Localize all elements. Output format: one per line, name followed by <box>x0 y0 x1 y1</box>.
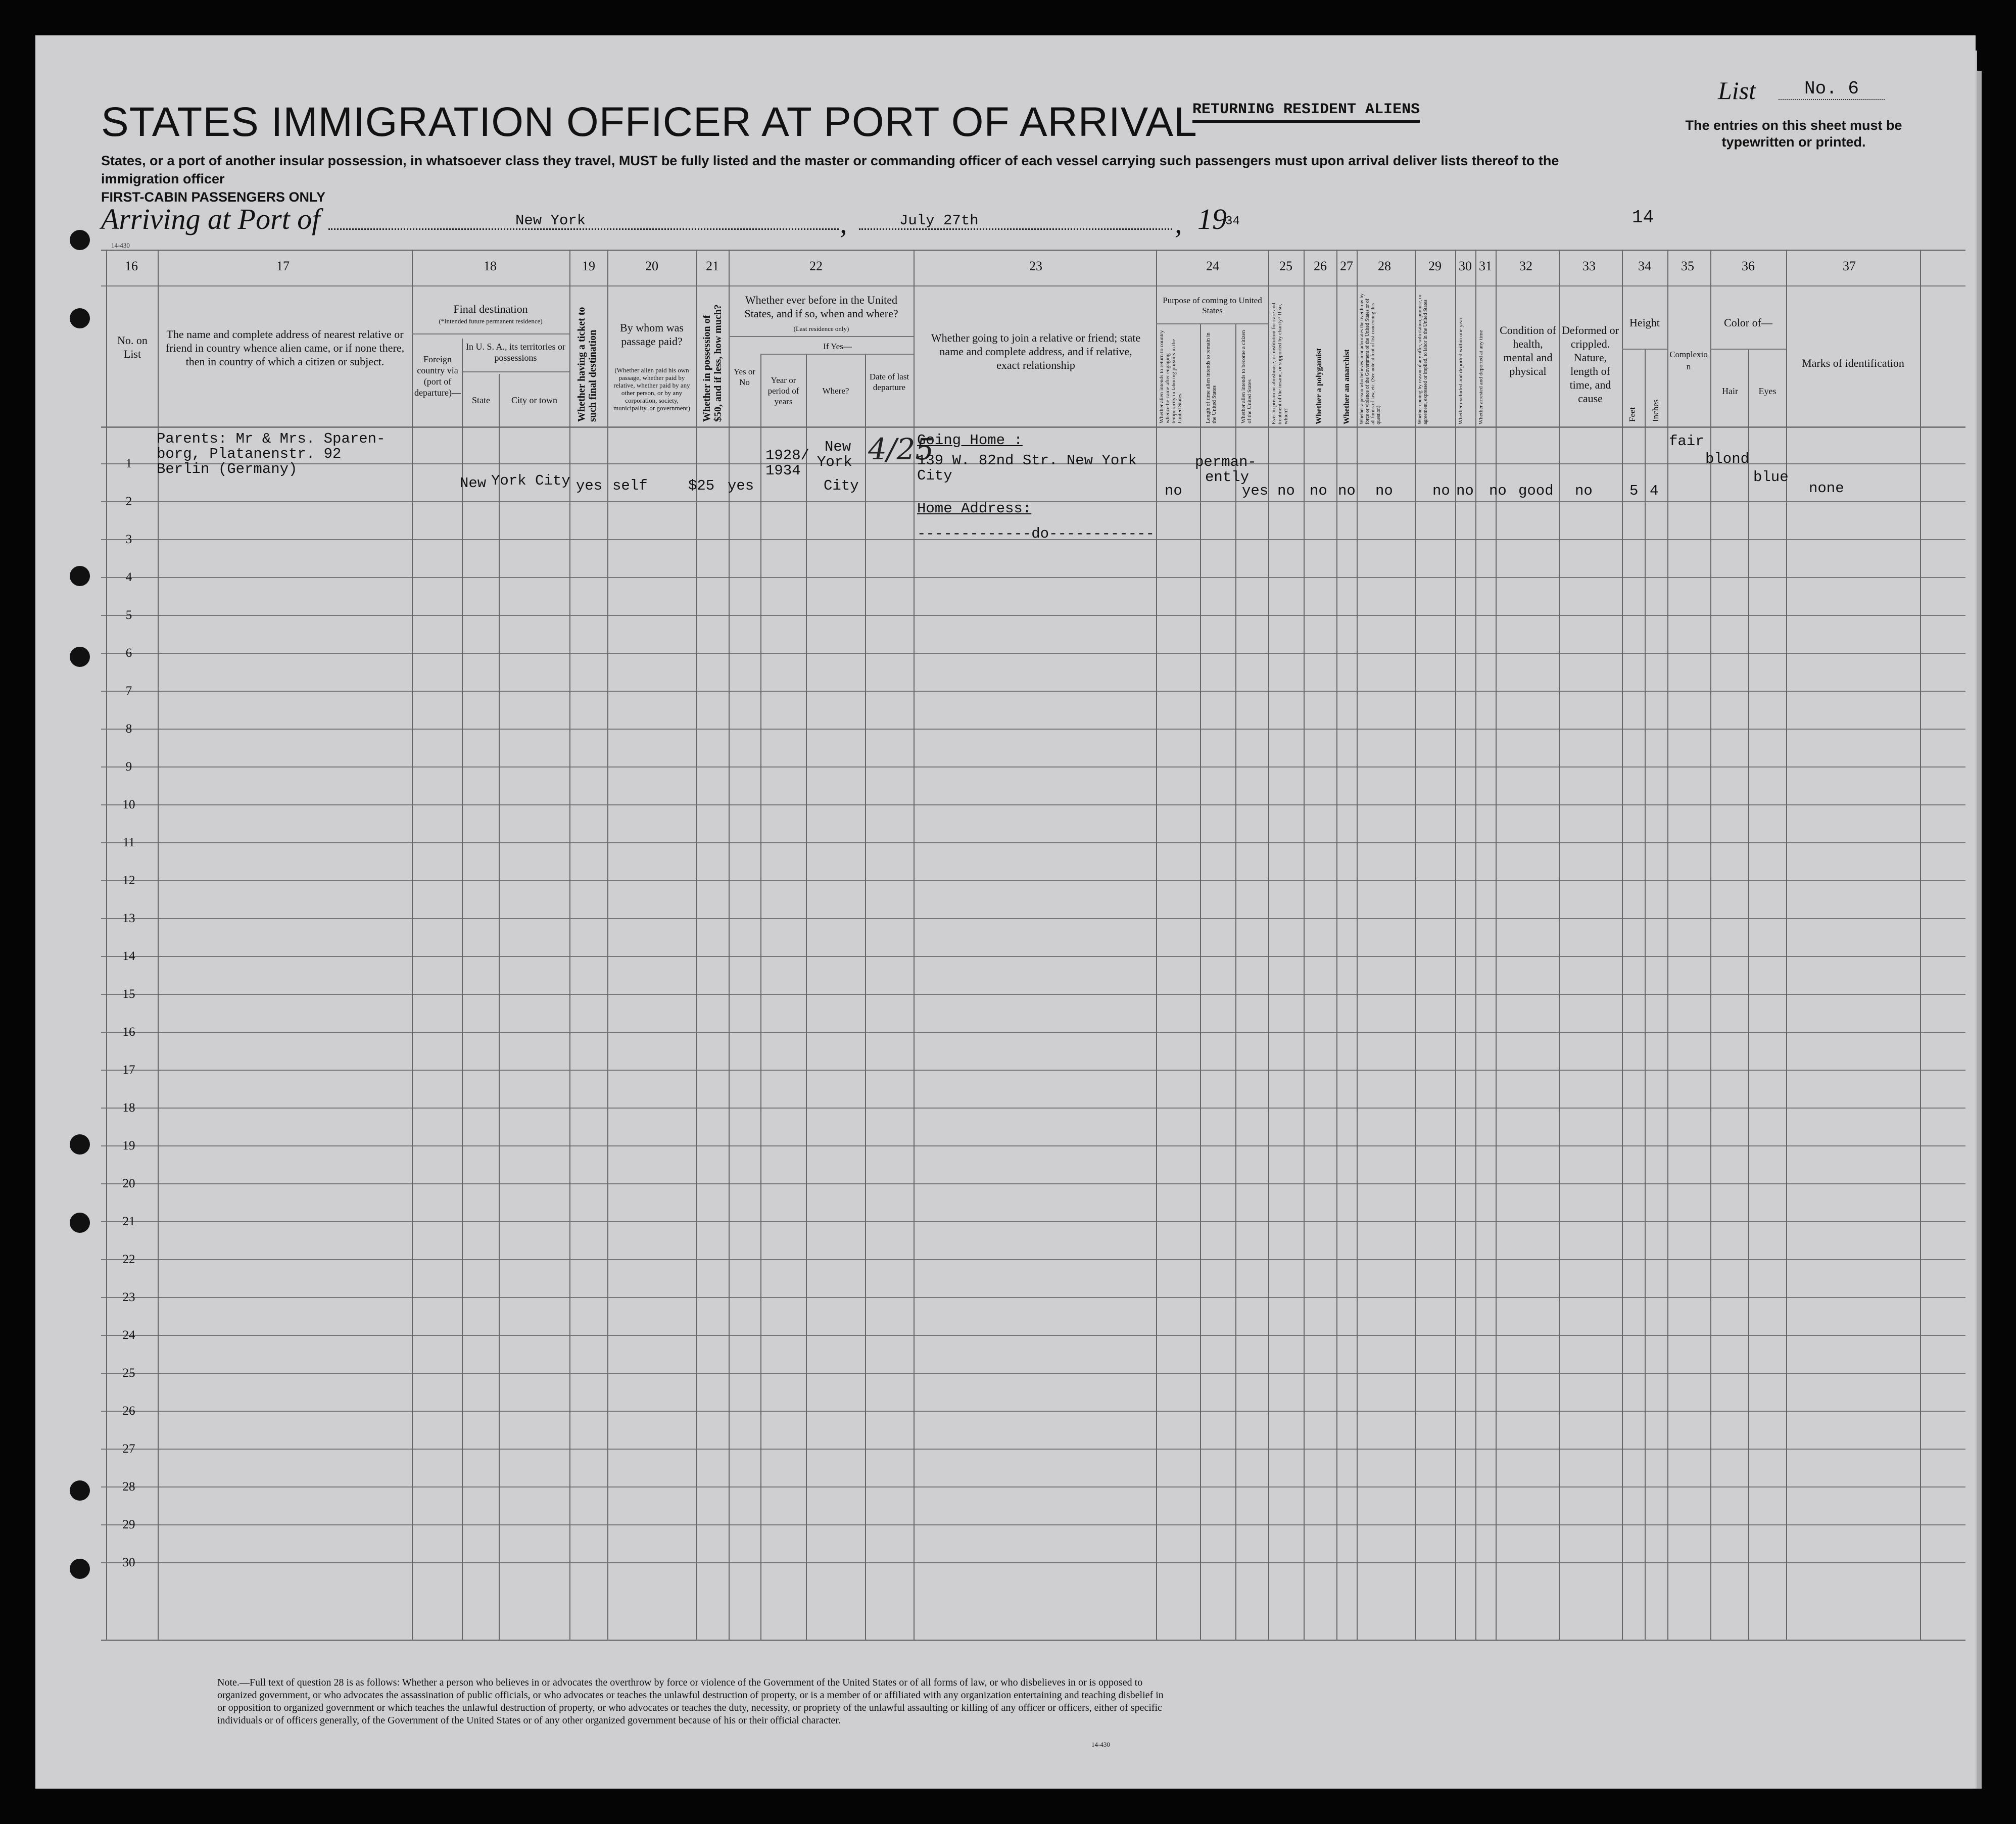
col-num-18: 18 <box>484 259 497 273</box>
table-row-line <box>101 956 1965 957</box>
hdr-length-of-stay: Length of time alien intends to remain in the United States <box>1205 332 1217 423</box>
table-row-line <box>101 1032 1965 1033</box>
column-divider <box>1786 250 1787 1640</box>
row-number: 8 <box>125 722 132 736</box>
deported-value: no <box>1489 483 1507 499</box>
col-num-29: 29 <box>1428 259 1442 273</box>
comma-2: , <box>1175 207 1182 239</box>
hdr-feet: Feet <box>1627 407 1637 422</box>
header-subline <box>729 336 914 337</box>
column-divider <box>106 250 107 1640</box>
subcolumn-divider <box>462 339 463 1640</box>
hdr-color-of: Color of— <box>1724 316 1772 329</box>
before-in-us-value: yes <box>728 477 754 494</box>
column-divider <box>1920 250 1921 1640</box>
hdr-last-departure: Date of last departure <box>869 372 909 392</box>
feet-value: 5 <box>1629 483 1639 499</box>
row-number: 6 <box>125 646 132 660</box>
eyes-value: blue <box>1753 469 1789 486</box>
deformed-value: no <box>1575 483 1593 499</box>
where-line-1: New <box>825 439 851 455</box>
hdr-where: Where? <box>822 386 849 396</box>
column-divider <box>1156 250 1157 1640</box>
header-subline <box>1622 349 1667 350</box>
list-label: List <box>1718 76 1756 105</box>
instruction-line-2: FIRST-CABIN PASSENGERS ONLY <box>101 189 326 205</box>
footnote-question-28: Note.—Full text of question 28 is as follows: Whether a person who believes in or advocates the overthrow by force or violence of the Government of the United States or of all forms of law, or who disbelieves in or is opposed to organized government, or who advocates the assassination of public officials, or who advocates or teaches the unlawful destruction of property, or is a member of or affiliated with any organization entertaining and teaching disbelief in or opposition to organized government or which teaches the unlawful destruction of property, or who advocates or teaches the duty, necessity, or propriety of the unlawful assaulting or killing of any officer or officers, either of specific individuals or of officers generally, of the Government of the United States or of any other organized government because of his or their official character. <box>217 1677 1164 1726</box>
row-number: 10 <box>122 798 135 811</box>
relative-line-2: borg, Platanenstr. 92 <box>157 446 342 462</box>
col-num-27: 27 <box>1340 259 1353 273</box>
col-num-37: 37 <box>1843 259 1856 273</box>
column-divider <box>1475 250 1476 1640</box>
anarchist-value: no <box>1338 483 1356 499</box>
table-row-line <box>101 501 1965 502</box>
hdr-deformed: Deformed or crippled. Nature, length of time, and cause <box>1561 324 1619 405</box>
arriving-label: Arriving at Port of <box>101 203 320 235</box>
where-line-2: York <box>817 454 852 470</box>
relative-line-3: Berlin (Germany) <box>157 461 298 477</box>
column-divider <box>412 250 413 1640</box>
column-divider <box>1667 250 1668 1640</box>
table-row-line <box>101 653 1965 654</box>
hdr-passage-paid-sub: (Whether alien paid his own passage, whether paid by relative, whether paid by any other person, or by any corporation, society, municipality, or government) <box>613 366 690 412</box>
row-number: 30 <box>122 1556 135 1569</box>
table-row-line <box>101 1486 1965 1487</box>
hdr-polygamist: Whether a polygamist <box>1315 348 1323 424</box>
table-row-line <box>101 1524 1965 1525</box>
binder-hole <box>70 647 90 667</box>
row-number: 28 <box>122 1480 135 1494</box>
hdr-hair: Hair <box>1722 386 1738 396</box>
col-num-33: 33 <box>1582 259 1596 273</box>
col-num-34: 34 <box>1638 259 1651 273</box>
row-number: 24 <box>122 1328 135 1342</box>
hdr-excluded: Whether excluded and deported within one year <box>1458 317 1464 424</box>
col-num-24: 24 <box>1206 259 1219 273</box>
col-num-28: 28 <box>1378 259 1391 273</box>
hdr-health: Condition of health, mental and physical <box>1500 324 1556 377</box>
prison-value: no <box>1277 483 1295 499</box>
hdr-yes-or-no: Yes or No <box>733 367 756 387</box>
table-row-line <box>101 994 1965 995</box>
col-num-35: 35 <box>1681 259 1694 273</box>
paid-by-value: self <box>612 477 648 494</box>
length-line-1: perman- <box>1195 454 1257 470</box>
manifest-sheet <box>35 35 1976 1789</box>
hdr-deported: Whether arrested and deported at any time <box>1478 330 1484 424</box>
row-number: 15 <box>122 987 135 1001</box>
hdr-foreign-country: Foreign country via (port of departure)— <box>414 354 461 398</box>
column-divider <box>569 250 570 1640</box>
row-number: 14 <box>122 949 135 963</box>
subcolumn-divider <box>1200 323 1201 1640</box>
col-num-25: 25 <box>1279 259 1292 273</box>
hdr-final-destination-sub: (*Intended future permanent residence) <box>439 317 543 325</box>
hair-value: blond <box>1705 451 1750 467</box>
comma-1: , <box>840 207 847 239</box>
column-divider <box>696 250 697 1640</box>
subcolumn-divider <box>760 354 761 1640</box>
year-prefix: 19 <box>1197 203 1227 235</box>
row-number: 20 <box>122 1177 135 1190</box>
returning-aliens-stamp: RETURNING RESIDENT ALIENS <box>1192 101 1420 123</box>
row-number: 17 <box>122 1063 135 1077</box>
table-row-line <box>101 1297 1965 1298</box>
money-value: $25 <box>688 477 715 494</box>
row-number: 16 <box>122 1025 135 1039</box>
last-departure-value: 4/25 <box>868 432 934 466</box>
column-divider <box>1357 250 1358 1640</box>
header-subline <box>760 354 914 355</box>
hdr-nearest-relative: The name and complete address of nearest relative or friend in country whence alien came, or if none there, then in country of which a citizen or subject. <box>165 328 405 368</box>
row-number: 18 <box>122 1101 135 1115</box>
join-line-2: 139 W. 82nd Str. New York <box>917 452 1137 469</box>
hdr-join-relative: Whether going to join a relative or friend; state name and complete address, and if relative, exact relationship <box>931 331 1141 371</box>
table-row-line <box>101 691 1965 692</box>
row-number: 12 <box>122 874 135 887</box>
column-divider <box>1336 250 1337 1640</box>
binder-hole <box>70 1559 90 1579</box>
col-num-30: 30 <box>1459 259 1472 273</box>
table-row-line <box>101 1070 1965 1071</box>
row-number: 3 <box>125 533 132 546</box>
row-number: 5 <box>125 608 132 622</box>
sheet-number: 14 <box>1632 207 1654 228</box>
col-num-32: 32 <box>1519 259 1532 273</box>
table-row-line <box>101 1449 1965 1450</box>
column-divider <box>1559 250 1560 1640</box>
table-row-line <box>101 918 1965 919</box>
join-line-3: City <box>917 467 952 484</box>
hdr-complexion: Complexion <box>1669 350 1708 371</box>
subcolumn-divider <box>499 374 500 1640</box>
hdr-become-citizen: Whether alien intends to become a citizen of the United States <box>1240 330 1253 423</box>
col-num-21: 21 <box>706 259 719 273</box>
health-value: good <box>1518 483 1554 499</box>
column-divider <box>1304 250 1305 1640</box>
binder-hole <box>70 566 90 586</box>
table-row-line <box>101 1183 1965 1184</box>
subcolumn-divider <box>1235 323 1236 1640</box>
hdr-passage-paid: By whom was passage paid? <box>620 321 684 348</box>
hdr-return-temporarily: Whether alien intends to return to country whence he came after engaging temporarily in laboring pursuits in the United States <box>1159 330 1183 423</box>
hdr-year-period: Year or period of years <box>767 375 799 406</box>
col-num-19: 19 <box>582 259 595 273</box>
hdr-if-yes: If Yes— <box>823 342 852 351</box>
hdr-city: City or town <box>511 395 557 405</box>
colnum-line <box>101 285 1965 286</box>
table-bottom-line <box>101 1640 1965 1641</box>
header-subline <box>1710 349 1786 350</box>
row-number: 1 <box>125 457 132 470</box>
hdr-purpose: Purpose of coming to United States <box>1163 296 1262 315</box>
hdr-labor-offer: Whether coming by reason of any offer, solicitation, promise, or agreement, expressed or implied, to labor in the United States <box>1417 294 1428 424</box>
row-number: 19 <box>122 1139 135 1153</box>
form-title: STATES IMMIGRATION OFFICER AT PORT OF ARRIVAL <box>101 99 1197 145</box>
row-number: 7 <box>125 684 132 698</box>
hdr-in-usa: In U. S. A., its territories or possessions <box>466 342 565 363</box>
hdr-money: Whether in possession of $50, and if less, how much? <box>701 304 724 422</box>
hdr-before-in-us: Whether ever before in the United States, and if so, when and where? <box>744 294 898 320</box>
length-line-2: ently <box>1205 469 1250 486</box>
dest-city: York City <box>491 472 570 489</box>
hdr-no-on-list: No. on List <box>117 334 148 360</box>
row-number: 2 <box>125 495 132 508</box>
column-divider <box>1622 250 1623 1640</box>
typewritten-note: The entries on this sheet must be typewritten or printed. <box>1685 118 1902 150</box>
table-row-line <box>101 880 1965 881</box>
header-subline <box>462 371 569 372</box>
binder-hole <box>70 230 90 250</box>
date-value: July 27th <box>899 212 979 229</box>
table-row-line <box>101 1411 1965 1412</box>
where-line-3: City <box>824 477 859 494</box>
col-num-31: 31 <box>1479 259 1492 273</box>
row-number: 4 <box>125 570 132 584</box>
year-suffix: 34 <box>1225 215 1240 228</box>
hdr-state: State <box>472 395 490 405</box>
subcolumn-divider <box>1748 349 1749 1640</box>
table-row-line <box>101 1259 1965 1260</box>
hdr-final-destination: Final destination <box>453 303 528 315</box>
column-divider <box>1415 250 1416 1640</box>
binder-hole <box>70 1134 90 1155</box>
hdr-overthrow: Whether a person who believes in or advocates the overthrow by force or violence of the Government of the United States or of all forms of law, etc. (See note at foot of list concerning this question) <box>1359 293 1381 424</box>
subcolumn-divider <box>865 354 866 1640</box>
years-line-1: 1928/ <box>765 447 810 464</box>
col-num-26: 26 <box>1314 259 1327 273</box>
table-top-line <box>101 250 1965 251</box>
hdr-inches: Inches <box>1651 399 1660 422</box>
hdr-marks: Marks of identification <box>1802 357 1904 369</box>
footnote-form-code: 14-430 <box>1091 1741 1110 1748</box>
table-row-line <box>101 1562 1965 1563</box>
subcolumn-divider <box>806 354 807 1640</box>
complexion-value: fair <box>1669 433 1704 450</box>
row-number: 9 <box>125 760 132 774</box>
column-divider <box>1455 250 1456 1640</box>
table-row-line <box>101 1373 1965 1374</box>
join-line-4: Home Address: <box>917 500 1032 517</box>
binder-hole <box>70 308 90 328</box>
row-number: 27 <box>122 1442 135 1456</box>
table-row-line <box>101 577 1965 578</box>
overthrow-value: no <box>1375 483 1393 499</box>
col-num-22: 22 <box>809 259 823 273</box>
table-row-line <box>101 1335 1965 1336</box>
years-line-2: 1934 <box>765 462 801 479</box>
table-row-line <box>101 1145 1965 1146</box>
subcolumn-divider <box>1645 349 1646 1640</box>
hdr-eyes: Eyes <box>1758 386 1777 396</box>
excluded-value: no <box>1456 483 1474 499</box>
row-number: 25 <box>122 1366 135 1380</box>
join-line-1: Going Home : <box>917 432 1023 449</box>
header-subline <box>412 333 569 334</box>
labor-offer-value: no <box>1432 483 1450 499</box>
marks-value: none <box>1809 480 1844 497</box>
col-num-16: 16 <box>125 259 138 273</box>
col-num-17: 17 <box>276 259 290 273</box>
row-number: 22 <box>122 1253 135 1266</box>
column-divider <box>607 250 608 1640</box>
column-divider <box>1496 250 1497 1640</box>
row-number: 26 <box>122 1404 135 1418</box>
hdr-height: Height <box>1629 316 1660 329</box>
table-row-line <box>101 615 1965 616</box>
citizen-value: yes <box>1242 483 1269 499</box>
relative-line-1: Parents: Mr & Mrs. Sparen- <box>157 430 386 447</box>
form-code-top: 14-430 <box>111 242 130 249</box>
col-num-36: 36 <box>1742 259 1755 273</box>
table-row-line <box>101 842 1965 843</box>
table-row-line <box>101 1108 1965 1109</box>
instruction-line-1: States, or a port of another insular possession, in whatsoever class they travel, MUST be fully listed and the master or commanding officer of each vessel carrying such passengers must upon arrival deliver lists thereof to the immigration officer <box>101 153 1559 186</box>
ticket-value: yes <box>576 477 603 494</box>
table-row-line <box>101 729 1965 730</box>
header-subline <box>1156 323 1268 324</box>
binder-hole <box>70 1213 90 1233</box>
binder-hole <box>70 1480 90 1501</box>
join-line-5: -------------do------------ <box>917 525 1155 542</box>
table-row-line <box>101 804 1965 805</box>
hdr-before-in-us-sub: (Last residence only) <box>793 325 849 332</box>
list-number: No. 6 <box>1779 78 1885 100</box>
row-number: 13 <box>122 911 135 925</box>
row-number: 11 <box>122 836 135 849</box>
column-divider <box>729 250 730 1640</box>
header-bottom-line <box>101 426 1965 428</box>
col-num-23: 23 <box>1029 259 1042 273</box>
row-number: 29 <box>122 1518 135 1531</box>
col-num-20: 20 <box>645 259 658 273</box>
inches-value: 4 <box>1650 483 1659 499</box>
row-number: 23 <box>122 1290 135 1304</box>
hdr-ticket: Whether having a ticket to such final destination <box>576 307 598 422</box>
hdr-anarchist: Whether an anarchist <box>1342 349 1351 424</box>
polygamist-value: no <box>1310 483 1327 499</box>
table-row-line <box>101 766 1965 767</box>
return-temp-value: no <box>1165 483 1182 499</box>
column-divider <box>1268 250 1269 1640</box>
instructions <box>101 152 1617 206</box>
port-value: New York <box>515 212 586 229</box>
hdr-prison: Ever in prison or almshouse, or institution for care and treatment of the insane, or supported by charity? If so, which? <box>1271 303 1289 424</box>
row-number: 21 <box>122 1215 135 1228</box>
dest-state: New <box>460 475 487 492</box>
table-row-line <box>101 1221 1965 1222</box>
